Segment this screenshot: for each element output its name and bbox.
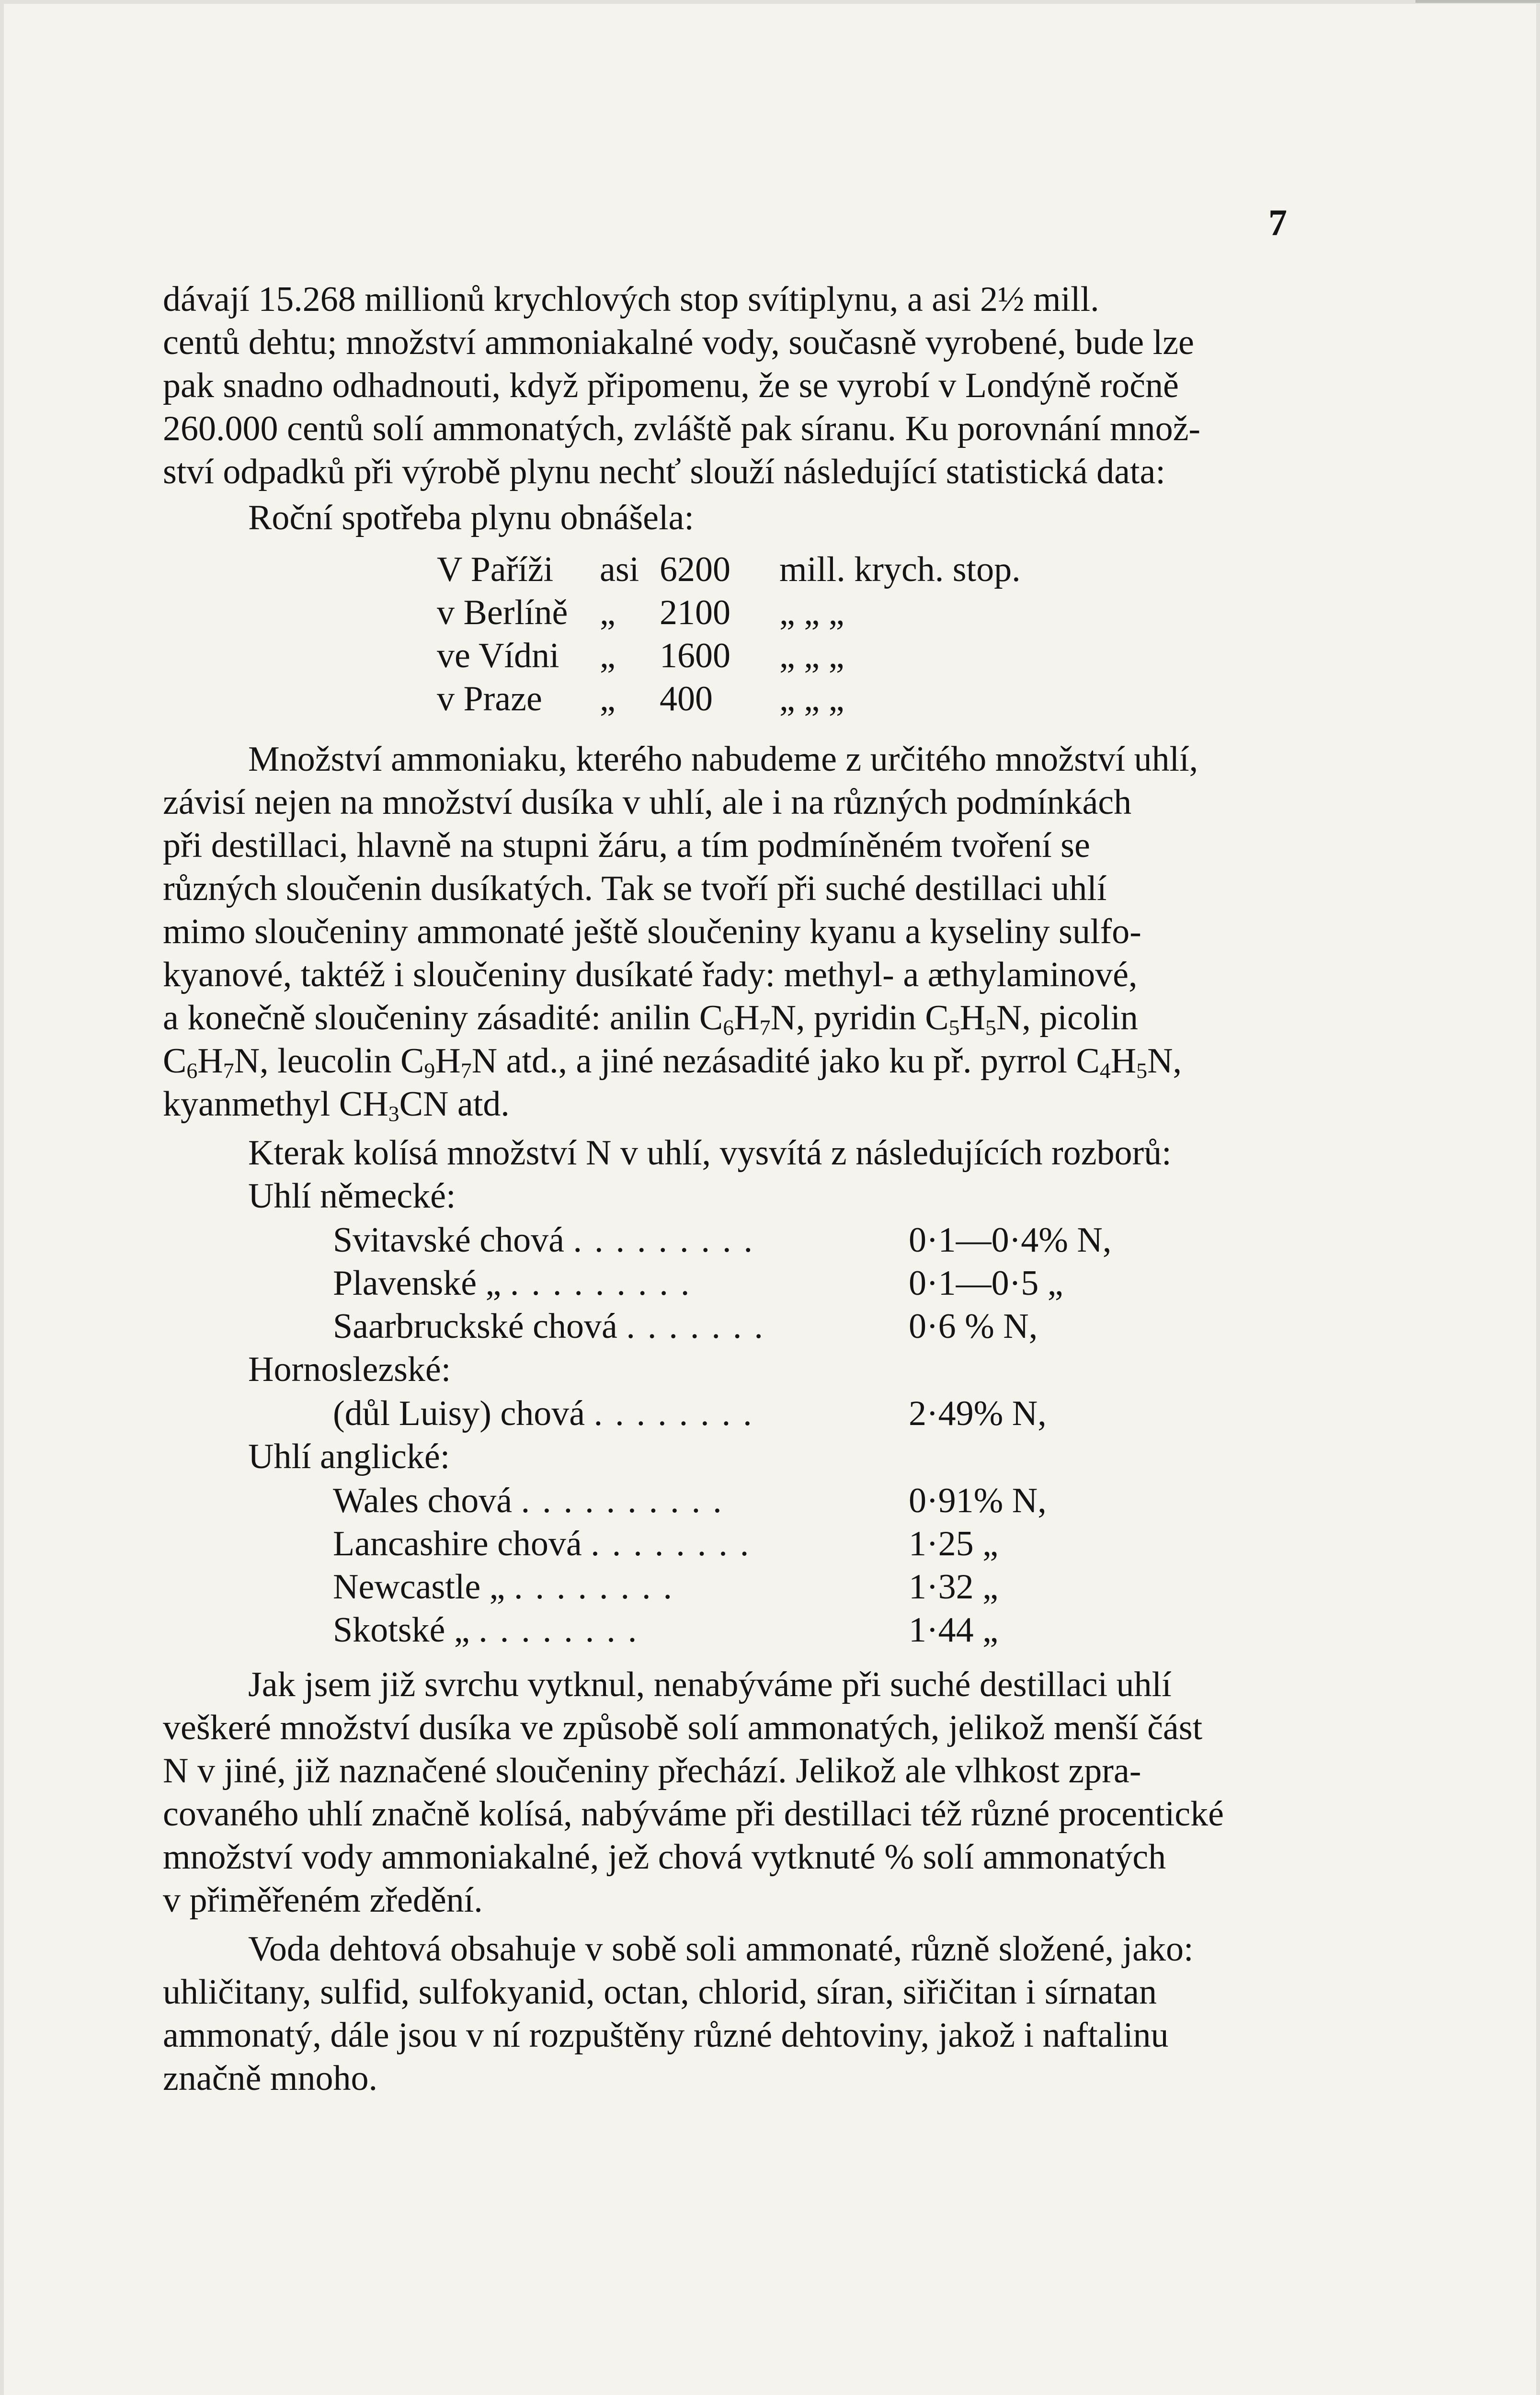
text-line: Voda dehtová obsahuje v sobě soli ammonaté, různě složené, jako: [248,1929,1194,1969]
table-row [163,1522,1111,1565]
text-line: covaného uhlí značně kolísá, nabýváme při destillaci též různé procentické [163,1794,1224,1834]
value-cell: 0·91% N, [909,1481,1047,1520]
subscript: 6 [723,1015,734,1040]
text-line: značně mnoho. [163,2059,377,2098]
subscript: 5 [1136,1058,1148,1083]
amount-cell: 6200 [660,550,730,589]
text-line: Množství ammoniaku, kterého nabudeme z určitého množství uhlí, [248,740,1198,779]
table-row [163,1479,1111,1522]
table-row [437,591,1021,634]
coal-name: Plavenské „ [333,1264,502,1303]
text-line: ství odpadků při výrobě plynu nechť slouží následující statistická data: [163,452,1165,491]
value-cell: 1·25 „ [909,1524,998,1563]
coal-name: Lancashire chová [333,1524,582,1563]
formula-text: N atd., a jiné nezásadité jako ku př. pyrrol C [471,1041,1100,1081]
amount-cell: 400 [660,679,713,718]
formula-text: kyanmethyl CH [163,1084,388,1124]
leader-dots: ......... [573,1220,765,1260]
unit-cell: mill. krych. stop. [779,550,1021,589]
formula-text: CN atd. [399,1084,510,1124]
tar-water-paragraph [163,1927,1303,2100]
coal-name-cell [163,1608,903,1652]
coal-name-cell [163,1219,903,1262]
prefix-cell: asi [600,550,639,589]
subscript: 7 [223,1058,234,1083]
table-row [163,1219,1111,1262]
table-row [163,1262,1111,1305]
value-cell: 0·1—0·4% N, [909,1220,1112,1260]
city-cell: v Praze [437,679,542,718]
coal-name: Svitavské chová [333,1220,564,1260]
nitrogen-paragraph [163,1663,1303,1922]
prefix-cell: „ [600,636,616,675]
text-line: množství vody ammoniakalné, jež chová vytknuté % solí ammonatých [163,1837,1166,1877]
subscript: 4 [1099,1058,1111,1083]
scan-corner-artifact [1415,0,1540,32]
group-heading: Uhlí anglické: [248,1437,450,1476]
subscript: 3 [388,1101,399,1126]
text-line: kyanové, taktéž i sloučeniny dusíkaté řady: methyl- a æthylaminové, [163,955,1138,994]
leader-dots: ........ [593,1394,764,1433]
text-line: centů dehtu; množství ammoniakalné vody, současně vyrobené, bude lze [163,323,1194,362]
text-line: N v jiné, již naznačené sloučeniny přechází. Jelikož ale vlhkost zpra- [163,1751,1141,1791]
city-cell: v Berlíně [437,593,568,632]
value-cell: 1·44 „ [909,1610,998,1650]
text-line: 260.000 centů solí ammonatých, zvláště pak síranu. Ku porovnání množ- [163,409,1201,448]
formula-text: N, picolin [996,998,1138,1038]
text-line: závisí nejen na množství dusíka v uhlí, ale i na různých podmínkách [163,783,1132,822]
coal-name: Wales chová [333,1481,513,1520]
text-line: pak snadno odhadnouti, když připomenu, že se vyrobí v Londýně ročně [163,366,1179,405]
coal-name-cell [163,1392,903,1435]
subscript: 9 [424,1058,435,1083]
city-cell: ve Vídni [437,636,559,675]
formula-text: N, [1147,1041,1182,1081]
leader-dots: ........ [479,1610,650,1650]
subscript: 7 [759,1015,771,1040]
formula-text: a konečně sloučeniny zásadité: anilin C [163,998,723,1038]
formula-line: $C_6H_7N$, leucolin $C_9H_7N$ atd., a jiné nezásadité jako ku př. pyrrol $C_4H_5N$, [163,1041,1182,1083]
coal-name-cell [163,1565,903,1608]
prefix-cell: „ [600,593,616,632]
leader-dots: .......... [521,1481,734,1520]
coal-name-cell [163,1305,903,1348]
table-row [437,634,1021,677]
value-cell: 0·6 % N, [909,1307,1038,1346]
coal-name: Skotské „ [333,1610,470,1650]
formula-text: N, leucolin C [234,1041,424,1081]
coal-name: Saarbruckské chová [333,1307,617,1346]
amount-cell: 1600 [660,636,730,675]
table-row [163,1608,1111,1652]
amount-cell: 2100 [660,593,730,632]
group-heading: Hornoslezské: [248,1350,451,1389]
table-row [163,1565,1111,1608]
table-row [437,548,1021,591]
nitrogen-content-table [163,1175,1111,1652]
prefix-cell: „ [600,679,616,718]
text-line: v přiměřeném zředění. [163,1881,483,1920]
text-line: ammonatý, dále jsou v ní rozpuštěny různé dehtoviny, jakož i naftalinu [163,2016,1169,2055]
text-line: Jak jsem již svrchu vytknul, nenabýváme při suché destillaci uhlí [248,1665,1172,1704]
formula-line: a konečně sloučeniny zásadité: anilin $C_6H_7N$, pyridin $C_5H_5N$, picolin [163,998,1138,1040]
coal-name-cell [163,1522,903,1565]
unit-cell: „ „ „ [779,679,844,718]
leader-dots: ......... [510,1264,702,1303]
text-line: různých sloučenin dusíkatých. Tak se tvoří při suché destillaci uhlí [163,869,1107,908]
gas-consumption-table [437,548,1021,720]
table-row [163,1392,1111,1435]
formula-line [163,1083,1303,1126]
value-cell: 1·32 „ [909,1567,998,1607]
formula-text: N, pyridin C [770,998,949,1038]
group-heading-row [163,1175,1111,1219]
leader-dots: ........ [514,1567,685,1607]
value-cell: 2·49% N, [909,1394,1047,1433]
subscript: 7 [460,1058,472,1083]
group-heading-row [163,1435,1111,1479]
coal-name: Newcastle „ [333,1567,505,1607]
subscript: 6 [186,1058,198,1083]
group-heading-row [163,1348,1111,1392]
text-line: při destillaci, hlavně na stupni žáru, a tím podmíněném tvoření se [163,826,1090,865]
city-cell: V Paříži [437,550,554,589]
consumption-heading: Roční spotřeba plynu obnášela: [248,498,694,537]
leader-dots: ........ [591,1524,762,1563]
text-line: uhličitany, sulfid, sulfokyanid, octan, chlorid, síran, siřičitan i sírnatan [163,1973,1157,2012]
intro-paragraph [163,278,1303,493]
ammonia-paragraph [163,738,1303,1126]
unit-cell: „ „ „ [779,593,844,632]
subscript: 5 [985,1015,996,1040]
text-line: dávají 15.268 millionů krychlových stop svítiplynu, a asi 2½ mill. [163,280,1099,319]
coal-name-cell [163,1262,903,1305]
page-body [163,278,1303,2100]
text-line: mimo sloučeniny ammonaté ještě sloučeniny kyanu a kyseliny sulfo- [163,912,1141,951]
page-number: 7 [1268,202,1287,243]
unit-cell: „ „ „ [779,636,844,675]
text-line: veškeré množství dusíka ve způsobě solí ammonatých, jelikož menší část [163,1708,1203,1747]
leader-dots: ....... [626,1307,776,1346]
coal-name: (důl Luisy) chová [333,1394,585,1433]
nitrogen-intro: Kterak kolísá množství N v uhlí, vysvítá z následujících rozborů: [248,1133,1172,1173]
table-row [163,1305,1111,1348]
table-row [437,677,1021,720]
value-cell: 0·1—0·5 „ [909,1264,1063,1303]
group-heading: Uhlí německé: [248,1176,456,1216]
subscript: 5 [948,1015,960,1040]
coal-name-cell [163,1479,903,1522]
